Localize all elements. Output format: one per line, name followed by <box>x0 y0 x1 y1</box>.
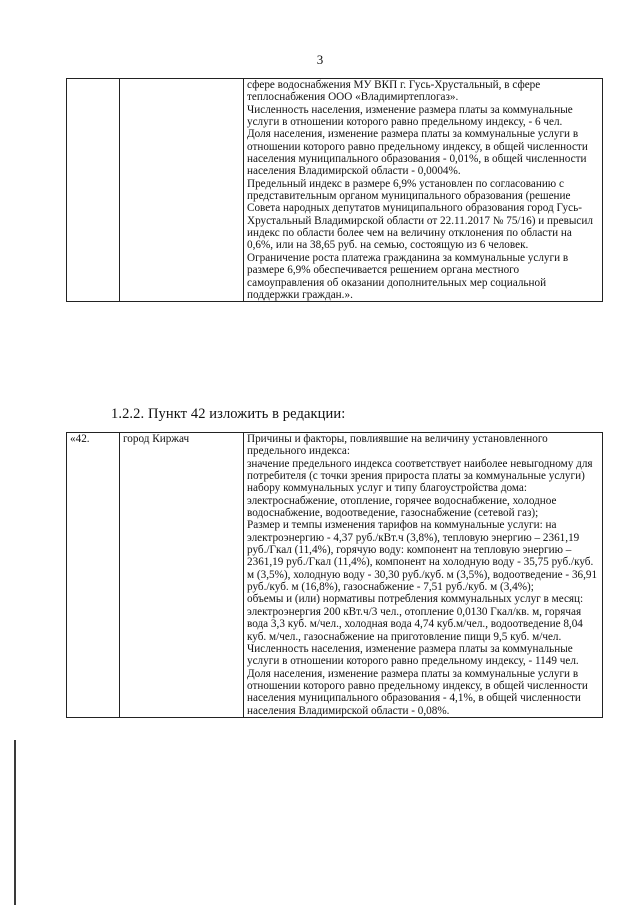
section-heading: 1.2.2. Пункт 42 изложить в редакции: <box>111 406 346 422</box>
continued-table <box>66 78 603 302</box>
paragraph: Размер и темпы изменения тарифов на коммунальные услуги: на электроэнергию - 4,37 руб./кВт.ч (3,8%), тепловую энергию – 2361,19 руб./Гкал (11,4%), горячую воду: компонент на тепловую энергию – 2361,19 руб./Гкал (11,4%), компонент на холодную воду - 35,75 руб./куб. м (3,5%), холодную воду - 30,30 руб./куб. м (3,5%), водоотведение - 36,91 руб./куб. м (16,8%), газоснабжение - 7,51 руб./куб. м (3,4%); <box>247 519 598 594</box>
paragraph: значение предельного индекса соответствует наиболее невыгодному для потребителя (с точки зрения прироста платы за коммунальные услуги) набору коммунальных услуг и типу благоустройства дома: электроснабжение, отопление, горячее водоснабжение, холодное водоснабжение, водоотведение, газоснабжение (сетевой газ); <box>247 457 593 520</box>
page-number: 3 <box>316 52 324 67</box>
paragraph: Доля населения, изменение размера платы за коммунальные услуги в отношении которого равно предельному индексу, в общей численности населения муниципального образования - 4,1%, в общей численности населения Владимирской области - 0,08%. <box>247 667 588 717</box>
row-number: «42. <box>67 433 120 718</box>
paragraph: сфере водоснабжения МУ ВКП г. Гусь-Хрустальный, в сфере теплоснабжения ООО «Владимиртеплогаз». <box>247 79 541 104</box>
number-cell <box>67 79 120 302</box>
paragraph: Ограничение роста платежа гражданина за коммунальные услуги в размере 6,9% обеспечивается решением органа местного самоуправления об оказании дополнительных мер социальной поддержки граждан.». <box>247 251 569 301</box>
paragraph: Причины и факторы, повлиявшие на величину установленного предельного индекса: <box>247 433 548 458</box>
table-row <box>67 79 603 302</box>
municipality-name: город Киржач <box>120 433 244 718</box>
paragraph: объемы и (или) нормативы потребления коммунальных услуг в месяц: электроэнергия 200 кВт.ч/3 чел., отопление 0,0130 Гкал/кв. м, горячая вода 3,3 куб. м/чел., холодная вода 4,74 куб.м/чел., водоотведение 8,04 куб. м/чел., газоснабжение на приготовление пищи 9,5 куб. м/чел. <box>247 593 584 643</box>
paragraph: Численность населения, изменение размера платы за коммунальные услуги в отношении которого равно предельному индексу, - 1149 чел. <box>247 642 579 668</box>
scan-edge-line <box>14 740 16 905</box>
paragraph: Численность населения, изменение размера платы за коммунальные услуги в отношении которого равно предельному индексу, - 6 чел. <box>247 103 573 129</box>
paragraph: Предельный индекс в размере 6,9% установлен по согласованию с представительным органом муниципального образования (решение Совета народных депутатов муниципального образования город Гусь-Хрустальный Владимирской области от 22.11.2017 № 75/16) и превысил индекс по области более чем на величину отклонения по области на 0,6%, или на 38,65 руб. на семью, состоящую из 6 человек. <box>247 177 593 252</box>
municipality-cell <box>120 79 244 302</box>
table-row <box>67 433 603 718</box>
point-42-table <box>66 432 603 718</box>
paragraph: Доля населения, изменение размера платы за коммунальные услуги в отношении которого равно предельному индексу, в общей численности населения муниципального образования - 0,01%, в общей численности населения Владимирской области - 0,0004%. <box>247 128 588 178</box>
description-cell <box>244 79 603 302</box>
description-cell <box>244 433 603 718</box>
